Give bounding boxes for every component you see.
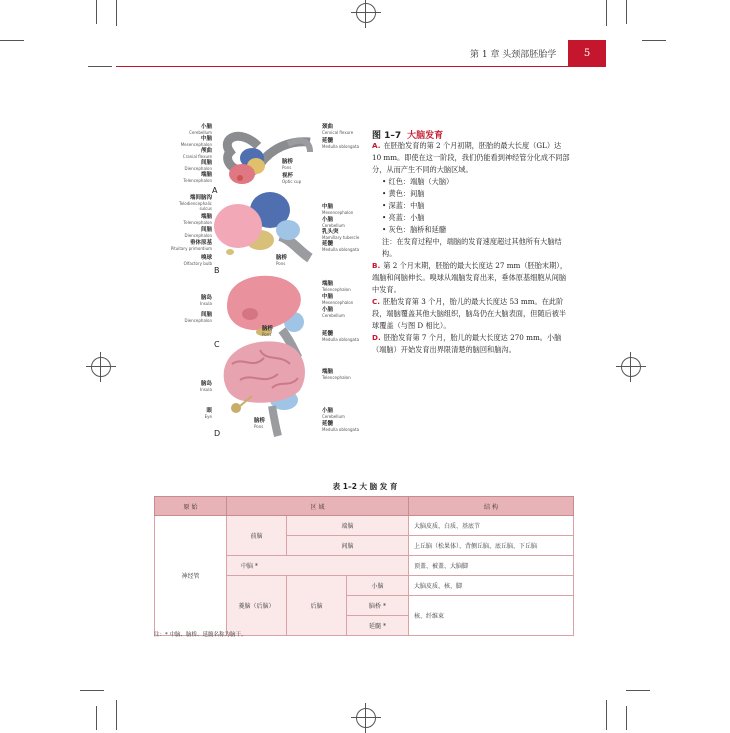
paragraph-d: D. 胚胎发育第 7 个月，胎儿的最大长度达 270 mm。小脑（端脑）开始发育出界限清楚的脑回和脑沟。 xyxy=(372,333,562,354)
label: 小脑 Cerebellum xyxy=(322,217,345,229)
label: 间脑 Diencephalon xyxy=(184,160,212,172)
legend-item: • 灰色：脑桥和延髓 xyxy=(382,225,447,234)
crop-mark xyxy=(642,40,666,41)
table-cell: 后脑 xyxy=(287,576,347,636)
crop-mark xyxy=(606,700,607,730)
registration-mark xyxy=(91,357,111,377)
crop-mark xyxy=(626,690,650,691)
label: 颈曲 Cervical flexure xyxy=(322,124,354,136)
table-header-row xyxy=(155,497,574,516)
crop-mark xyxy=(116,0,117,26)
table-cell: 上丘脑（松果体）、背侧丘脑、底丘脑、下丘脑 xyxy=(409,536,574,556)
header-region: 区 域 xyxy=(227,497,409,516)
brain-development-table xyxy=(154,496,574,636)
header-origin: 原 始 xyxy=(155,497,227,516)
label: 端脑 Telencephalon xyxy=(183,172,212,184)
crop-mark xyxy=(0,40,24,41)
label: 端脑 Telencephalon xyxy=(322,281,351,293)
panel-label-b: B xyxy=(214,266,220,275)
legend-item: • 深蓝：中脑 xyxy=(382,201,425,210)
label: 小脑 Cerebellum xyxy=(322,408,345,420)
label: 端间脑沟 Telodiencephalic sulcus xyxy=(178,195,212,212)
panel-label-a: A xyxy=(212,186,218,195)
label: 小脑 Cerebellum xyxy=(189,124,212,136)
label: 脑桥 Pons xyxy=(262,326,274,338)
label: 延髓 Medulla oblongata xyxy=(322,138,360,150)
table-cell: 延髓 * xyxy=(347,616,409,636)
label: 脑桥 Pons xyxy=(276,255,288,267)
table-title: 表 1–2 大 脑 发 育 xyxy=(332,482,398,491)
label: 间脑 Diencephalon xyxy=(184,227,212,239)
label: 延髓 Medulla oblongata xyxy=(322,421,360,433)
panel-b-illustration xyxy=(214,192,310,258)
color-legend xyxy=(382,176,572,260)
legend-item: • 亮蓝：小脑 xyxy=(382,213,425,222)
legend-item: • 红色：端脑（大脑） xyxy=(382,177,454,186)
label: 中脑 Mesencephalon xyxy=(322,294,354,306)
table-cell: 间脑 xyxy=(287,536,409,556)
crop-mark xyxy=(80,690,104,691)
table-cell: 小脑 xyxy=(347,576,409,596)
crop-mark xyxy=(606,0,607,26)
caption-number: 图 1–7 xyxy=(372,131,402,141)
label: 中脑 Mesencephalon xyxy=(322,204,354,216)
table-footnote: 注：* 中脑、脑桥、延髓名称为脑干。 xyxy=(154,632,247,638)
crop-mark xyxy=(88,66,112,67)
paragraph-b: B. 第 2 个月末期，胚胎的最大长度达 27 mm（胚胎末期），端脑和间脑伸长。嗅球从端脑发育出来，垂体原基细胞从间脑中发育。 xyxy=(372,261,568,294)
label: 脑岛 Insula xyxy=(200,381,212,393)
label: 乳头突 Mamillary tubercle xyxy=(322,229,360,241)
label: 端脑 Telencephalon xyxy=(322,369,351,381)
registration-mark xyxy=(356,708,376,728)
paragraph-c: C. 胚胎发育第 3 个月，胎儿的最大长度达 53 mm。在此阶段，端脑覆盖其他大脑组织，脑岛仍在大脑表面，但随后被半球覆盖（与图 D 相比）。 xyxy=(372,297,567,330)
label: 延髓 Medulla oblongata xyxy=(322,241,360,253)
label: 颅曲 Cranial flexure xyxy=(182,148,212,160)
label: 脑桥 Pons xyxy=(282,159,294,171)
label: 眼 Eye xyxy=(204,408,212,420)
registration-mark xyxy=(356,3,376,23)
crop-mark xyxy=(96,706,97,730)
label: 视杯 Optic cup xyxy=(282,173,302,185)
label: 小脑 Cerebellum xyxy=(322,307,345,319)
crop-mark xyxy=(96,0,97,24)
header-structure: 结 构 xyxy=(409,497,574,516)
caption-title: 大脑发育 xyxy=(407,131,444,141)
table-cell: 脑桥 * xyxy=(347,596,409,616)
label: 脑桥 Pons xyxy=(254,418,266,430)
paragraph-a: A. 在胚胎发育的第 2 个月初期，胚胎的最大长度（GL）达 10 mm。即使在这一阶段，我们仍能看到神经管分化成不同部分，从而产生不同的大脑区域。 xyxy=(372,141,570,174)
table-cell: 前脑 xyxy=(227,516,287,556)
table-cell: 顶盖、被盖、大脑脚 xyxy=(409,556,574,576)
page-number: 5 xyxy=(568,40,606,66)
crop-mark xyxy=(116,700,117,730)
panel-label-d: D xyxy=(214,429,221,438)
legend-item: • 黄色：间脑 xyxy=(382,189,425,198)
registration-mark xyxy=(621,357,641,377)
table-row xyxy=(155,516,574,536)
table-cell: 核、纤维束 xyxy=(409,596,574,636)
label: 脑岛 Insula xyxy=(200,295,212,307)
table-cell: 端脑 xyxy=(287,516,409,536)
chapter-header: 第 1 章 头颈部胚胎学 xyxy=(470,50,557,60)
table-cell: 菱脑（后脑） xyxy=(227,576,287,636)
development-note: 注：在发育过程中，端脑的发育速度超过其他所有大脑结构。 xyxy=(382,237,562,258)
table-cell: 中脑 * xyxy=(227,556,409,576)
header-rule xyxy=(116,66,606,67)
label: 嗅球 Olfactory bulb xyxy=(183,255,212,267)
table-cell: 大脑皮质、白质、基底节 xyxy=(409,516,574,536)
label: 延髓 Medulla oblongata xyxy=(322,331,360,343)
label: 端脑 Telencephalon xyxy=(183,214,212,226)
label: 间脑 Diencephalon xyxy=(184,312,212,324)
table-cell: 大脑皮质、核、脚 xyxy=(409,576,574,596)
table-cell: 神经管 xyxy=(155,516,227,636)
panel-label-c: C xyxy=(214,340,220,349)
crop-mark xyxy=(626,706,627,730)
label: 垂体原基 Pituitary primordium xyxy=(170,240,212,252)
crop-mark xyxy=(626,0,627,24)
label: 中脑 Mesencephalon xyxy=(180,136,212,148)
